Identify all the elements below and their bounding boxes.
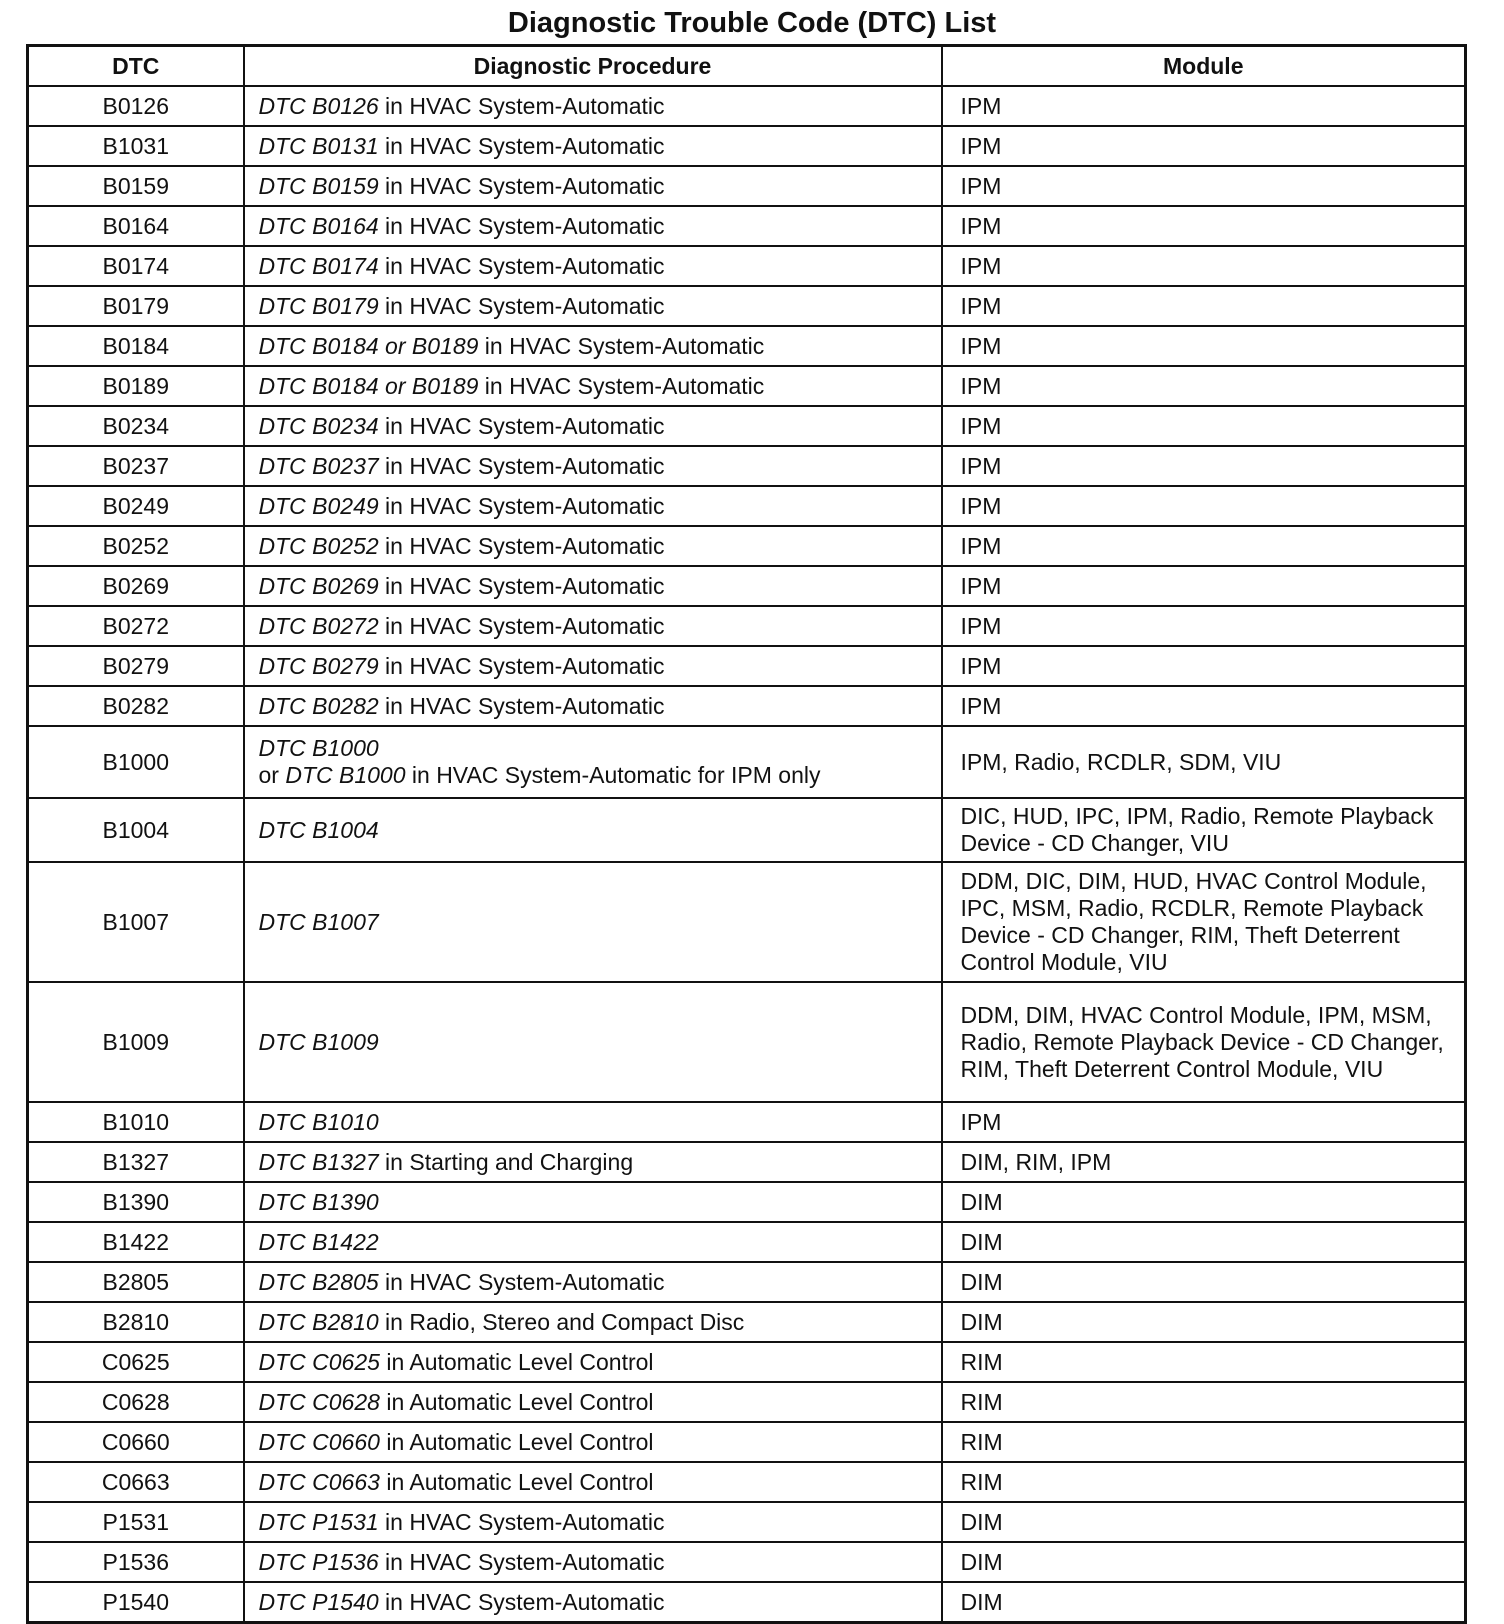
- module-cell: IPM: [942, 446, 1466, 486]
- module-cell: IPM: [942, 606, 1466, 646]
- procedure-reference: DTC P1536: [258, 1548, 379, 1575]
- module-cell: IPM: [942, 526, 1466, 566]
- dtc-code-cell: B1010: [28, 1102, 244, 1142]
- procedure-section: in Radio, Stereo and Compact Disc: [378, 1308, 745, 1335]
- procedure-reference: DTC B1390: [258, 1188, 379, 1215]
- module-cell: DIM: [942, 1302, 1466, 1342]
- table-row: [28, 1102, 1466, 1142]
- procedure-connector: or: [258, 762, 286, 788]
- dtc-code-cell: B1390: [28, 1182, 244, 1222]
- procedure-section: in HVAC System-Automatic: [378, 1268, 665, 1295]
- procedure-reference: DTC B0184 or B0189: [258, 372, 479, 399]
- table-row: [28, 1142, 1466, 1182]
- dtc-code-cell: B1007: [28, 862, 244, 982]
- procedure-reference: DTC B1010: [258, 1108, 379, 1135]
- procedure-section: in HVAC System-Automatic: [378, 612, 665, 639]
- dtc-code-cell: B0272: [28, 606, 244, 646]
- module-cell: IPM: [942, 206, 1466, 246]
- module-cell: RIM: [942, 1462, 1466, 1502]
- module-cell: DIM: [942, 1182, 1466, 1222]
- table-row: [28, 1302, 1466, 1342]
- dtc-code-cell: B0126: [28, 86, 244, 126]
- table-row: [28, 1422, 1466, 1462]
- procedure-cell: [244, 246, 942, 286]
- table-row: [28, 686, 1466, 726]
- procedure-cell: [244, 86, 942, 126]
- procedure-section: in HVAC System-Automatic for IPM only: [405, 762, 821, 788]
- procedure-section: in HVAC System-Automatic: [378, 252, 665, 279]
- procedure-reference: DTC B0164: [258, 212, 379, 239]
- table-row: [28, 1582, 1466, 1623]
- table-row: [28, 1502, 1466, 1542]
- dtc-code-cell: B0234: [28, 406, 244, 446]
- procedure-section: in Starting and Charging: [378, 1148, 634, 1175]
- dtc-code-cell: B0159: [28, 166, 244, 206]
- procedure-section: in HVAC System-Automatic: [378, 292, 665, 319]
- procedure-cell: [244, 606, 942, 646]
- procedure-reference: DTC B0234: [258, 412, 379, 439]
- module-cell: IPM: [942, 1102, 1466, 1142]
- dtc-code-cell: B0269: [28, 566, 244, 606]
- procedure-reference: DTC P1540: [258, 1588, 379, 1615]
- procedure-cell: [244, 1382, 942, 1422]
- dtc-code-cell: P1536: [28, 1542, 244, 1582]
- dtc-code-cell: B0179: [28, 286, 244, 326]
- procedure-cell: [244, 406, 942, 446]
- procedure-reference: DTC C0663: [258, 1468, 380, 1495]
- procedure-reference: DTC B0126: [258, 92, 379, 119]
- dtc-code-cell: C0625: [28, 1342, 244, 1382]
- procedure-reference: DTC B1327: [258, 1148, 379, 1175]
- procedure-cell: [244, 206, 942, 246]
- table-row: [28, 982, 1466, 1102]
- procedure-section: in HVAC System-Automatic: [378, 572, 665, 599]
- module-cell: IPM: [942, 126, 1466, 166]
- procedure-section: in HVAC System-Automatic: [378, 692, 665, 719]
- table-row: [28, 566, 1466, 606]
- dtc-code-cell: B0184: [28, 326, 244, 366]
- dtc-code-cell: B1031: [28, 126, 244, 166]
- procedure-reference: DTC B0282: [258, 692, 379, 719]
- module-cell: DIM: [942, 1222, 1466, 1262]
- procedure-cell: [244, 326, 942, 366]
- module-cell: DIM: [942, 1262, 1466, 1302]
- table-row: [28, 86, 1466, 126]
- procedure-reference: DTC B0269: [258, 572, 379, 599]
- procedure-cell: [244, 982, 942, 1102]
- module-cell: RIM: [942, 1422, 1466, 1462]
- table-row: [28, 126, 1466, 166]
- procedure-reference: DTC B1007: [258, 908, 379, 935]
- procedure-cell: [244, 1582, 942, 1623]
- dtc-code-cell: P1531: [28, 1502, 244, 1542]
- procedure-section: in HVAC System-Automatic: [378, 1548, 665, 1575]
- module-cell: IPM: [942, 326, 1466, 366]
- procedure-cell: [244, 286, 942, 326]
- procedure-reference: DTC P1531: [258, 1508, 379, 1535]
- table-row: [28, 446, 1466, 486]
- module-cell: IPM: [942, 166, 1466, 206]
- module-cell: IPM: [942, 366, 1466, 406]
- table-row: [28, 326, 1466, 366]
- module-cell: IPM: [942, 286, 1466, 326]
- table-row: [28, 286, 1466, 326]
- procedure-cell: [244, 1142, 942, 1182]
- dtc-code-cell: B2805: [28, 1262, 244, 1302]
- procedure-section: in Automatic Level Control: [379, 1388, 654, 1415]
- table-row: [28, 406, 1466, 446]
- module-cell: IPM: [942, 646, 1466, 686]
- procedure-cell: [244, 1502, 942, 1542]
- module-cell: DIM: [942, 1542, 1466, 1582]
- table-row: [28, 246, 1466, 286]
- dtc-code-cell: C0660: [28, 1422, 244, 1462]
- procedure-section: in HVAC System-Automatic: [378, 492, 665, 519]
- dtc-code-cell: B0249: [28, 486, 244, 526]
- procedure-reference: DTC C0660: [258, 1428, 380, 1455]
- procedure-cell: [244, 486, 942, 526]
- module-cell: DIM: [942, 1582, 1466, 1623]
- module-cell: IPM: [942, 686, 1466, 726]
- table-row: [28, 726, 1466, 798]
- procedure-cell: [244, 1262, 942, 1302]
- module-cell: IPM: [942, 566, 1466, 606]
- dtc-code-cell: B0164: [28, 206, 244, 246]
- table-row: [28, 486, 1466, 526]
- module-cell: RIM: [942, 1342, 1466, 1382]
- module-cell: IPM: [942, 406, 1466, 446]
- procedure-cell: [244, 1462, 942, 1502]
- procedure-reference: DTC B1009: [258, 1028, 379, 1055]
- column-header-module: Module: [942, 46, 1466, 87]
- procedure-cell: [244, 1302, 942, 1342]
- module-cell: DIC, HUD, IPC, IPM, Radio, Remote Playback Device - CD Changer, VIU: [942, 798, 1466, 862]
- module-cell: DIM: [942, 1502, 1466, 1542]
- procedure-cell: [244, 1422, 942, 1462]
- module-cell: DDM, DIM, HVAC Control Module, IPM, MSM, Radio, Remote Playback Device - CD Changer, RIM, Theft Deterrent Control Module, VIU: [942, 982, 1466, 1102]
- module-cell: IPM: [942, 246, 1466, 286]
- procedure-cell: [244, 1182, 942, 1222]
- procedure-section: in HVAC System-Automatic: [378, 92, 665, 119]
- table-row: [28, 1382, 1466, 1422]
- procedure-cell: [244, 1342, 942, 1382]
- procedure-cell: [244, 646, 942, 686]
- dtc-code-cell: B1004: [28, 798, 244, 862]
- dtc-code-cell: B0279: [28, 646, 244, 686]
- table-row: [28, 1182, 1466, 1222]
- dtc-table: [26, 44, 1467, 1624]
- procedure-section: in HVAC System-Automatic: [378, 412, 665, 439]
- procedure-cell: [244, 1102, 942, 1142]
- procedure-reference: DTC C0628: [258, 1388, 380, 1415]
- procedure-reference: DTC C0625: [258, 1348, 380, 1375]
- page-title: Diagnostic Trouble Code (DTC) List: [507, 7, 997, 39]
- procedure-section: in HVAC System-Automatic: [378, 172, 665, 199]
- procedure-cell: [244, 166, 942, 206]
- table-row: [28, 166, 1466, 206]
- procedure-reference: DTC B0252: [258, 532, 379, 559]
- module-cell: DIM, RIM, IPM: [942, 1142, 1466, 1182]
- table-row: [28, 1542, 1466, 1582]
- table-row: [28, 1462, 1466, 1502]
- procedure-section: in Automatic Level Control: [379, 1428, 654, 1455]
- dtc-code-cell: B0174: [28, 246, 244, 286]
- table-header-row: [28, 46, 1466, 87]
- procedure-reference: DTC B0237: [258, 452, 379, 479]
- procedure-cell: [244, 1222, 942, 1262]
- module-cell: RIM: [942, 1382, 1466, 1422]
- procedure-cell: [244, 1542, 942, 1582]
- dtc-code-cell: B1009: [28, 982, 244, 1102]
- procedure-cell: [244, 726, 942, 798]
- procedure-cell: [244, 446, 942, 486]
- module-cell: DDM, DIC, DIM, HUD, HVAC Control Module, IPC, MSM, Radio, RCDLR, Remote Playback Device - CD Changer, RIM, Theft Deterrent Control Module, VIU: [942, 862, 1466, 982]
- procedure-reference: DTC B0159: [258, 172, 379, 199]
- dtc-code-cell: B1422: [28, 1222, 244, 1262]
- procedure-reference: DTC B1000: [285, 762, 406, 788]
- procedure-reference: DTC B0184 or B0189: [258, 332, 479, 359]
- procedure-cell: [244, 798, 942, 862]
- procedure-cell: [244, 366, 942, 406]
- procedure-reference: DTC B2805: [258, 1268, 379, 1295]
- table-body: [28, 86, 1466, 1623]
- dtc-code-cell: B1327: [28, 1142, 244, 1182]
- table-row: [28, 366, 1466, 406]
- procedure-reference: DTC B0174: [258, 252, 379, 279]
- procedure-reference: DTC B1004: [258, 816, 379, 843]
- table-row: [28, 1342, 1466, 1382]
- table-row: [28, 646, 1466, 686]
- procedure-section: in HVAC System-Automatic: [378, 1508, 665, 1535]
- module-cell: IPM, Radio, RCDLR, SDM, VIU: [942, 726, 1466, 798]
- procedure-reference: DTC B1000: [258, 735, 379, 761]
- procedure-section: in HVAC System-Automatic: [378, 532, 665, 559]
- table-row: [28, 862, 1466, 982]
- dtc-code-cell: B0252: [28, 526, 244, 566]
- procedure-section: in HVAC System-Automatic: [478, 372, 765, 399]
- procedure-section: in HVAC System-Automatic: [378, 132, 665, 159]
- dtc-code-cell: C0628: [28, 1382, 244, 1422]
- module-cell: IPM: [942, 86, 1466, 126]
- procedure-section: in Automatic Level Control: [379, 1468, 654, 1495]
- procedure-section: in Automatic Level Control: [379, 1348, 654, 1375]
- module-cell: IPM: [942, 486, 1466, 526]
- dtc-code-cell: P1540: [28, 1582, 244, 1623]
- procedure-cell: [244, 126, 942, 166]
- procedure-cell: [244, 686, 942, 726]
- column-header-procedure: Diagnostic Procedure: [244, 46, 942, 87]
- procedure-reference: DTC B0272: [258, 612, 379, 639]
- procedure-section: in HVAC System-Automatic: [378, 452, 665, 479]
- column-header-dtc: DTC: [28, 46, 244, 87]
- procedure-section: in HVAC System-Automatic: [378, 652, 665, 679]
- table-row: [28, 798, 1466, 862]
- dtc-code-cell: C0663: [28, 1462, 244, 1502]
- procedure-section: in HVAC System-Automatic: [378, 212, 665, 239]
- procedure-reference: DTC B0279: [258, 652, 379, 679]
- procedure-cell: [244, 526, 942, 566]
- procedure-reference: DTC B2810: [258, 1308, 379, 1335]
- procedure-section: in HVAC System-Automatic: [378, 1588, 665, 1615]
- table-row: [28, 206, 1466, 246]
- dtc-code-cell: B1000: [28, 726, 244, 798]
- dtc-code-cell: B0237: [28, 446, 244, 486]
- table-row: [28, 606, 1466, 646]
- table-row: [28, 526, 1466, 566]
- procedure-section: in HVAC System-Automatic: [478, 332, 765, 359]
- procedure-reference: DTC B1422: [258, 1228, 379, 1255]
- procedure-reference: DTC B0179: [258, 292, 379, 319]
- dtc-code-cell: B0282: [28, 686, 244, 726]
- procedure-cell: [244, 566, 942, 606]
- table-row: [28, 1262, 1466, 1302]
- procedure-reference: DTC B0131: [258, 132, 379, 159]
- dtc-code-cell: B2810: [28, 1302, 244, 1342]
- table-row: [28, 1222, 1466, 1262]
- procedure-reference: DTC B0249: [258, 492, 379, 519]
- procedure-cell: [244, 862, 942, 982]
- dtc-code-cell: B0189: [28, 366, 244, 406]
